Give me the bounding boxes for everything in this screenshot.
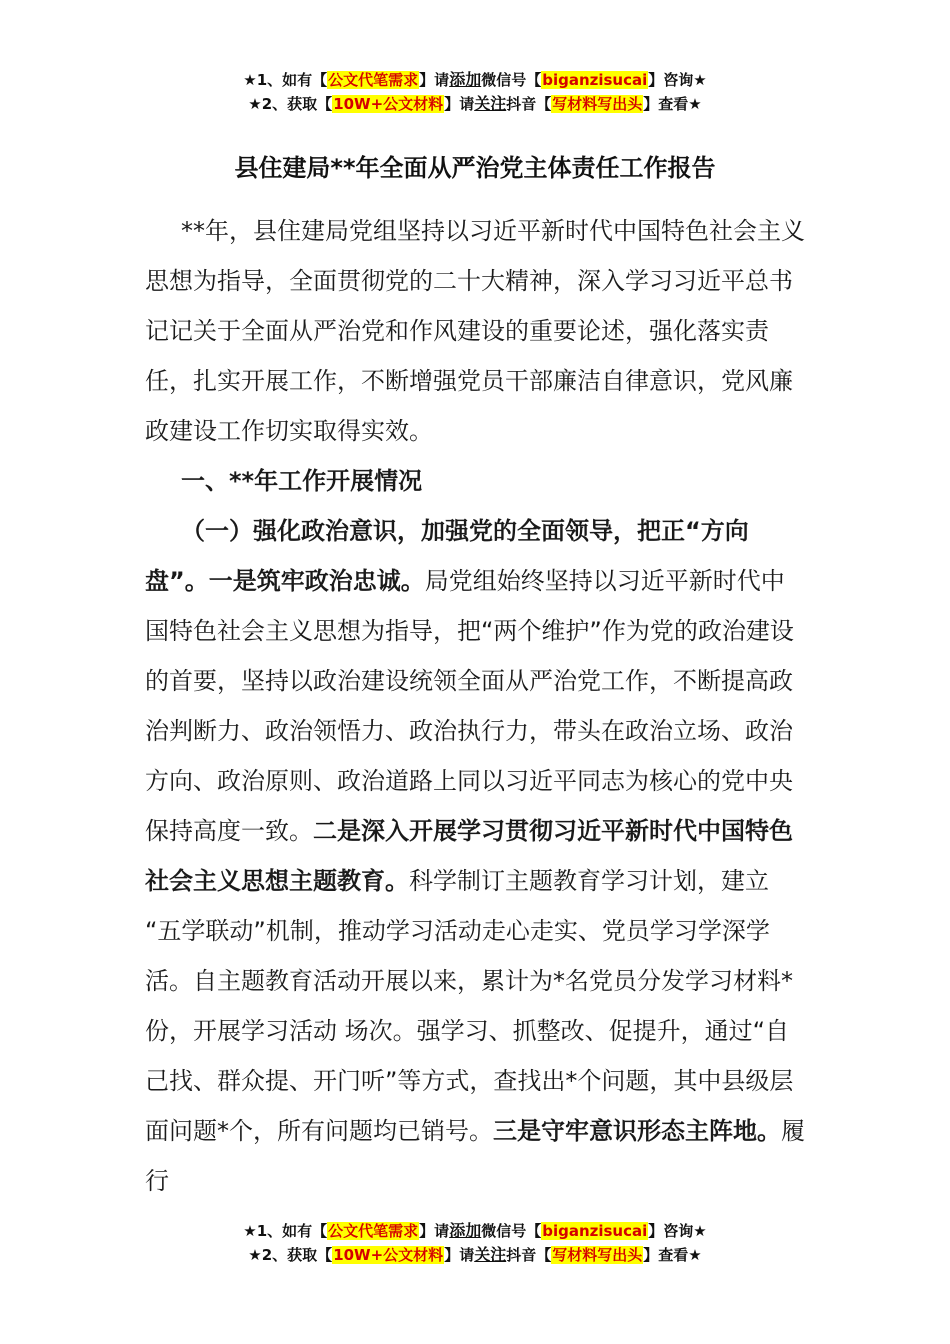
promo-text: 】请	[444, 1246, 475, 1264]
point-text: 科学制订主题教育学习计划，建立 “五学联动”机制，推动学习活动走心走实、党员学习学深学活。自主题教育活动开展以来，累计为*名党员分发学习材料*份，开展学习活动 场次。强学习、抓整改、促提升，通过“自己找、群众提、开门听”等方式，查找出*个问题，其中县级层面问题*个，所有问题均已销号。	[145, 867, 794, 1145]
promo-line-2	[0, 1243, 950, 1267]
promo-highlight: biganzisucai	[542, 71, 648, 89]
promo-underline: 添加	[449, 70, 482, 89]
promo-highlight: 写材料写出头	[552, 95, 643, 113]
promo-text: 抖音【	[506, 95, 552, 113]
intro-paragraph: **年，县住建局党组坚持以习近平新时代中国特色社会主义思想为指导，全面贯彻党的二十大精神，深入学习习近平总书记记关于全面从严治党和作风建设的重要论述，强化落实责任，扎实开展工作，不断增强党员干部廉洁自律意识，党风廉政建设工作切实取得实效。	[145, 217, 805, 445]
point-text: 履行	[145, 1117, 805, 1195]
point-title: 二是深入开展学习贯彻习近平新时代中国特色社会主义思想主题教育。	[145, 817, 793, 895]
section-heading: 一、**年工作开展情况	[181, 467, 423, 495]
subsection-heading: （一）强化政治意识，加强党的全面领导，把正“方向盘”。	[145, 517, 749, 595]
promo-text: ★2、获取【	[248, 1246, 333, 1264]
promo-text: 】咨询★	[648, 71, 707, 89]
header-promo-banner	[0, 68, 950, 116]
promo-text: 】请	[419, 71, 450, 89]
promo-highlight: biganzisucai	[542, 1222, 648, 1240]
point-title: 三是守牢意识形态主阵地。	[493, 1117, 781, 1145]
document-title: 县住建局**年全面从严治党主体责任工作报告	[234, 154, 716, 182]
promo-highlight: 10W+公文材料	[333, 1246, 444, 1264]
promo-highlight: 公文代笔需求	[328, 1222, 419, 1240]
promo-highlight: 10W+公文材料	[333, 95, 444, 113]
document-body	[145, 206, 805, 1206]
promo-text: ★1、如有【	[243, 71, 328, 89]
promo-text: 】咨询★	[648, 1222, 707, 1240]
promo-text: 】查看★	[643, 1246, 702, 1264]
promo-text: 抖音【	[506, 1246, 552, 1264]
point-text: 局党组始终坚持以习近平新时代中国特色社会主义思想为指导，把“两个维护”作为党的政治建设的首要，坚持以政治建设统领全面从严治党工作，不断提高政治判断力、政治领悟力、政治执行力，带头在政治立场、政治方向、政治原则、政治道路上同以习近平同志为核心的党中央保持高度一致。	[145, 567, 794, 845]
promo-text: 微信号【	[481, 1222, 542, 1240]
section-paragraph	[145, 506, 805, 1206]
promo-highlight: 公文代笔需求	[328, 71, 419, 89]
promo-line-2	[0, 92, 950, 116]
promo-text: 微信号【	[481, 71, 542, 89]
promo-underline: 添加	[449, 1221, 482, 1240]
footer-promo-banner	[0, 1219, 950, 1267]
promo-line-1	[0, 1219, 950, 1243]
point-title: 一是筑牢政治忠诚。	[208, 567, 425, 595]
promo-line-1	[0, 68, 950, 92]
promo-text: 】请	[444, 95, 475, 113]
promo-underline: 关注	[474, 1245, 507, 1264]
promo-text: 】请	[419, 1222, 450, 1240]
promo-highlight: 写材料写出头	[552, 1246, 643, 1264]
promo-text: 】查看★	[643, 95, 702, 113]
promo-text: ★2、获取【	[248, 95, 333, 113]
promo-text: ★1、如有【	[243, 1222, 328, 1240]
promo-underline: 关注	[474, 94, 507, 113]
